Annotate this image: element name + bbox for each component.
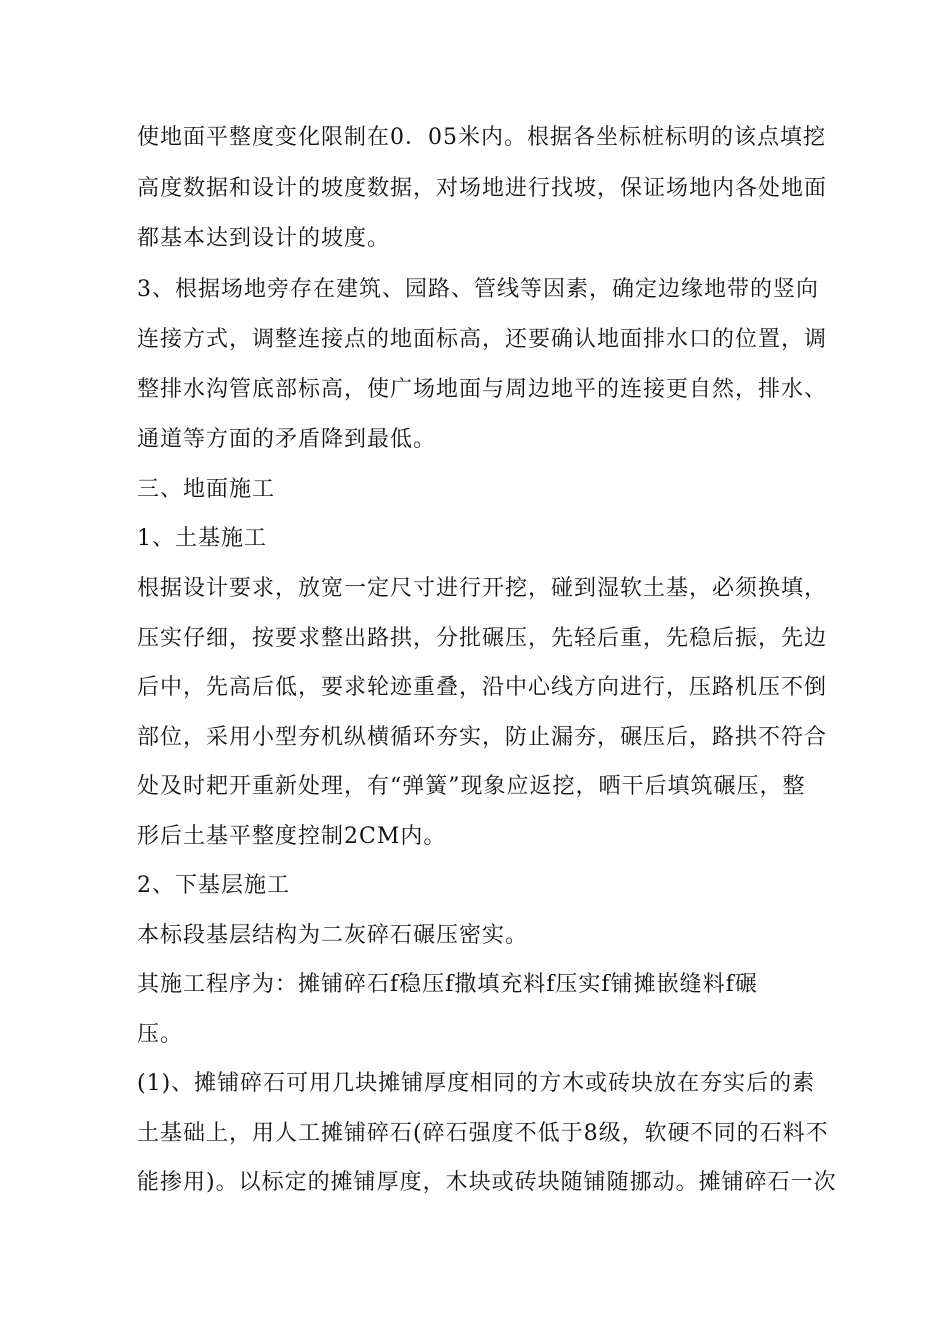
text-line: 处及时耙开重新处理，有“弹簧”现象应返挖，晒干后填筑碾压，整 bbox=[137, 774, 806, 799]
text-line: 土基础上，用人工摊铺碎石(碎石强度不低于8级，软硬不同的石料不 bbox=[137, 1121, 829, 1146]
text-line: 使地面平整度变化限制在0．05米内。根据各坐标桩标明的该点填挖 bbox=[137, 125, 826, 150]
text-line: 压实仔细，按要求整出路拱，分批碾压，先轻后重，先稳后振，先边 bbox=[137, 626, 828, 651]
text-line: 通道等方面的矛盾降到最低。 bbox=[137, 427, 437, 452]
section-heading: 三、地面施工 bbox=[137, 477, 276, 502]
text-line: (1)、摊铺碎石可用几块摊铺厚度相同的方木或砖块放在夯实后的素 bbox=[137, 1071, 816, 1096]
text-line: 根据设计要求，放宽一定尺寸进行开挖，碰到湿软土基，必须换填， bbox=[137, 576, 828, 601]
text-line: 连接方式，调整连接点的地面标高，还要确认地面排水口的位置，调 bbox=[137, 327, 828, 352]
text-line: 形后土基平整度控制2CM内。 bbox=[137, 824, 447, 849]
text-line: 其施工程序为：摊铺碎石f稳压f撒填充料f压实f铺摊嵌缝料f碾 bbox=[137, 972, 758, 997]
text-line: 高度数据和设计的坡度数据，对场地进行找坡，保证场地内各处地面 bbox=[137, 176, 828, 201]
text-line: 能掺用)。以标定的摊铺厚度，木块或砖块随铺随挪动。摊铺碎石一次 bbox=[137, 1170, 837, 1195]
text-line: 3、根据场地旁存在建筑、园路、管线等因素，确定边缘地带的竖向 bbox=[137, 277, 819, 302]
text-line: 后中，先高后低，要求轮迹重叠，沿中心线方向进行，压路机压不倒 bbox=[137, 675, 828, 700]
text-line: 都基本达到设计的坡度。 bbox=[137, 226, 391, 251]
subsection-heading: 2、下基层施工 bbox=[137, 873, 290, 898]
text-line: 整排水沟管底部标高，使广场地面与周边地平的连接更自然，排水、 bbox=[137, 377, 828, 402]
subsection-heading: 1、土基施工 bbox=[137, 526, 267, 551]
text-line: 压。 bbox=[137, 1022, 184, 1047]
text-line: 本标段基层结构为二灰碎石碾压密实。 bbox=[137, 923, 529, 948]
text-line: 部位，采用小型夯机纵横循环夯实，防止漏夯，碾压后，路拱不符合 bbox=[137, 725, 828, 750]
